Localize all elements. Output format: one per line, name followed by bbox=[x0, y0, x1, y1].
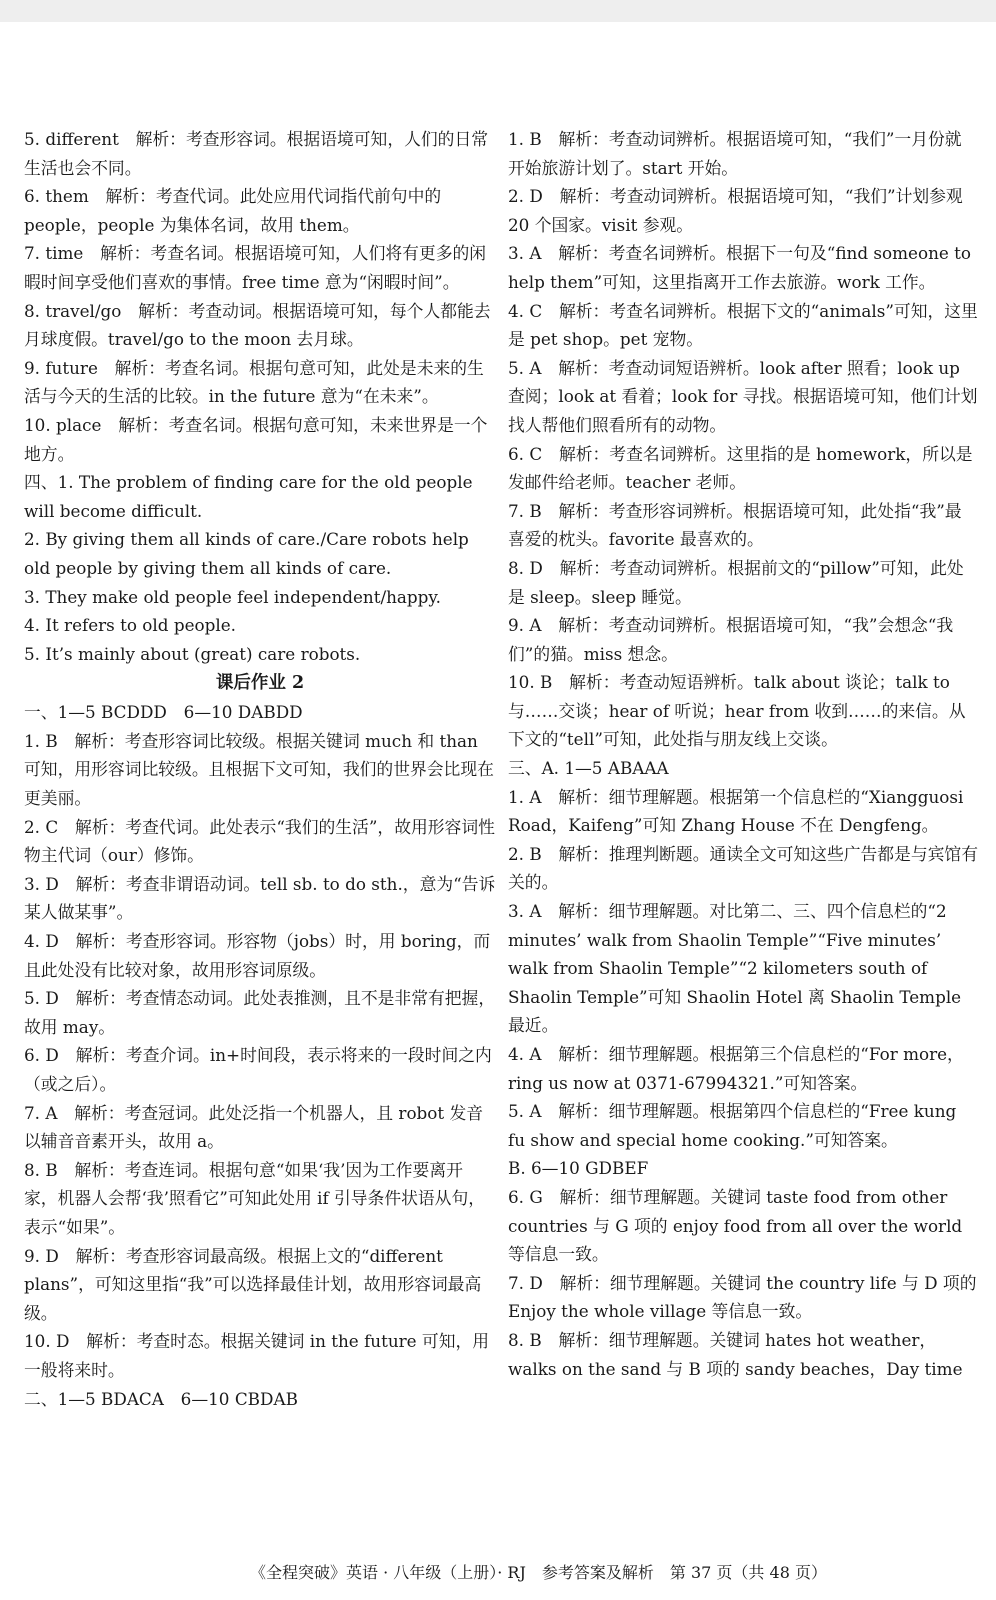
hw-answer-5: 5. D 解析：考查情态动词。此处表推测，且不是非常有把握，故用 may。 bbox=[24, 988, 496, 1037]
reading-answer-6: 6. G 解析：细节理解题。关键词 taste food from other countries 与 G 项的 enjoy food from all over the world 等信息一致。 bbox=[508, 1186, 963, 1265]
cloze-answer-9: 9. A 解析：考查动词辨析。根据语境可知，“我”会想念“我们”的猫。miss 想念。 bbox=[508, 615, 954, 664]
cloze-answer-8: 8. D 解析：考查动词辨析。根据前文的“pillow”可知，此处是 sleep。sleep 睡觉。 bbox=[508, 557, 964, 607]
answer-8: 8. travel/go 解析：考查动词。根据语境可知，每个人都能去月球度假。travel/go to the moon 去月球。 bbox=[24, 300, 491, 350]
cloze-answer-3: 3. A 解析：考查名词辨析。根据下一句及“find someone to help them”可知，这里指离开工作去旅游。work 工作。 bbox=[508, 243, 971, 292]
reading-answer-4: 4. A 解析：细节理解题。根据第三个信息栏的“For more，ring us now at 0371-67994321.”可知答案。 bbox=[508, 1044, 964, 1093]
section3a-key: 三、A. 1—5 ABAAA bbox=[508, 758, 669, 779]
hw-answer-8: 8. B 解析：考查连词。根据句意“如果‘我’因为工作要离开家，机器人会帮‘我’照看它”可知此处用 if 引导条件状语从句，表示“如果”。 bbox=[24, 1159, 486, 1237]
cloze-answer-6: 6. C 解析：考查名词辨析。这里指的是 homework，所以是发邮件给老师。teacher 老师。 bbox=[508, 443, 973, 493]
reading-answer-5: 5. A 解析：细节理解题。根据第四个信息栏的“Free kung fu show and special home cooking.”可知答案。 bbox=[508, 1101, 957, 1150]
cloze-answer-10: 10. B 解析：考查动短语辨析。talk about 谈论；talk to 与……交谈；hear of 听说；hear from 收到……的来信。从下文的“tell”可知，此处指与朋友线上交谈。 bbox=[508, 672, 966, 750]
answer-10: 10. place 解析：考查名词。根据句意可知，未来世界是一个地方。 bbox=[24, 414, 488, 464]
page-footer: 《全程突破》英语 · 八年级（上册）· RJ 参考答案及解析 第 37 页（共 48 页） bbox=[250, 1563, 827, 1582]
hw-answer-10: 10. D 解析：考查时态。根据关键词 in the future 可知，用一般将来时。 bbox=[24, 1331, 490, 1380]
reading-answer-3: 3. A 解析：细节理解题。对比第二、三、四个信息栏的“2 minutes’ walk from Shaolin Temple”“Five minutes’ walk from Shaolin Temple”“2 kilometers south of Shaolin Temple”可知 Shaolin Hotel 离 Shaolin Temple 最近。 bbox=[508, 901, 962, 1036]
hw-answer-6: 6. D 解析：考查介词。in+时间段，表示将来的一段时间之内（或之后）。 bbox=[24, 1045, 492, 1094]
cloze-answer-5: 5. A 解析：考查动词短语辨析。look after 照看；look up 查阅；look at 看着；look for 寻找。根据语境可知，他们计划找人帮他们照看所有的动物。 bbox=[508, 357, 978, 435]
hw-answer-1: 1. B 解析：考查形容词比较级。根据关键词 much 和 than 可知，用形容词比较级。且根据下文可知，我们的世界会比现在更美丽。 bbox=[24, 730, 494, 809]
cloze-answer-2: 2. D 解析：考查动词辨析。根据语境可知，“我们”计划参观 20 个国家。visit 参观。 bbox=[508, 186, 963, 235]
cloze-answer-1: 1. B 解析：考查动词辨析。根据语境可知，“我们”一月份就开始旅游计划了。start 开始。 bbox=[508, 129, 962, 178]
cloze-answer-7: 7. B 解析：考查形容词辨析。根据语境可知，此处指“我”最喜爱的枕头。favorite 最喜欢的。 bbox=[508, 500, 962, 550]
hw-answer-4: 4. D 解析：考查形容词。形容物（jobs）时，用 boring，而且此处没有比较对象，故用形容词原级。 bbox=[24, 931, 491, 980]
section4-answer-4: 4. It refers to old people. bbox=[24, 615, 236, 636]
scan-top-band bbox=[0, 0, 996, 22]
section4-answer-2: 2. By giving them all kinds of care./Care robots help old people by giving them all kinds of care. bbox=[24, 529, 469, 578]
right-column bbox=[508, 125, 978, 1383]
homework-section2-key: 二、1—5 BDACA 6—10 CBDAB bbox=[24, 1388, 298, 1409]
reading-answer-1: 1. A 解析：细节理解题。根据第一个信息栏的“Xiangguosi Road，Kaifeng”可知 Zhang House 不在 Dengfeng。 bbox=[508, 786, 964, 836]
reading-answer-7: 7. D 解析：细节理解题。关键词 the country life 与 D 项的 Enjoy the whole village 等信息一致。 bbox=[508, 1272, 977, 1322]
hw-answer-9: 9. D 解析：考查形容词最高级。根据上文的“different plans”，可知这里指“我”可以选择最佳计划，故用形容词最高级。 bbox=[24, 1245, 482, 1323]
hw-answer-2: 2. C 解析：考查代词。此处表示“我们的生活”，故用形容词性物主代词（our）修饰。 bbox=[24, 816, 495, 866]
section4-answer-5: 5. It’s mainly about (great) care robots. bbox=[24, 643, 361, 664]
reading-answer-2: 2. B 解析：推理判断题。通读全文可知这些广告都是与宾馆有关的。 bbox=[508, 843, 978, 893]
answer-5: 5. different 解析：考查形容词。根据语境可知，人们的日常生活也会不同。 bbox=[24, 129, 489, 178]
answer-6: 6. them 解析：考查代词。此处应用代词指代前句中的 people，people 为集体名词，故用 them。 bbox=[24, 186, 442, 235]
answer-7: 7. time 解析：考查名词。根据语境可知，人们将有更多的闲暇时间享受他们喜欢的事情。free time 意为“闲暇时间”。 bbox=[24, 243, 487, 292]
homework-2-title: 课后作业 2 bbox=[215, 673, 305, 694]
homework-section1-key: 一、1—5 BCDDD 6—10 DABDD bbox=[24, 702, 303, 723]
section4-answer-3: 3. They make old people feel independent/happy. bbox=[24, 586, 442, 607]
answer-9: 9. future 解析：考查名词。根据句意可知，此处是未来的生活与今天的生活的比较。in the future 意为“在未来”。 bbox=[24, 357, 484, 407]
left-column bbox=[24, 125, 496, 1413]
section4-answer-1: 四、1. The problem of finding care for the old people will become difficult. bbox=[24, 472, 473, 521]
reading-answer-8: 8. B 解析：细节理解题。关键词 hates hot weather，walks on the sand 与 B 项的 sandy beaches，Day time bbox=[508, 1329, 963, 1379]
hw-answer-3: 3. D 解析：考查非谓语动词。tell sb. to do sth.，意为“告诉某人做某事”。 bbox=[24, 873, 496, 923]
hw-answer-7: 7. A 解析：考查冠词。此处泛指一个机器人，且 robot 发音以辅音音素开头，故用 a。 bbox=[24, 1102, 484, 1152]
section3b-key: B. 6—10 GDBEF bbox=[508, 1158, 649, 1179]
cloze-answer-4: 4. C 解析：考查名词辨析。根据下文的“animals”可知，这里是 pet shop。pet 宠物。 bbox=[508, 300, 978, 350]
